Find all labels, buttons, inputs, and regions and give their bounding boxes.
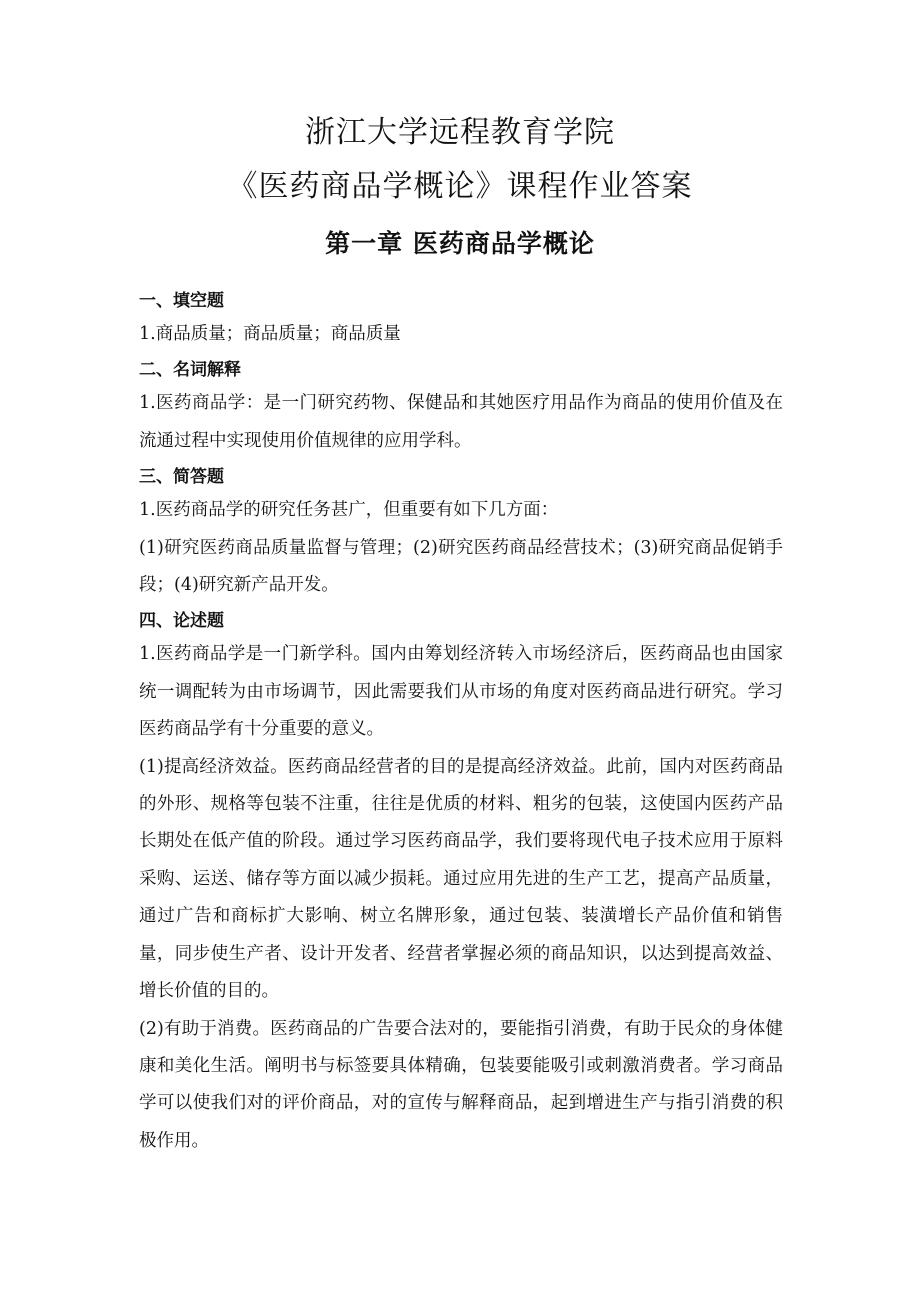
paragraph: 1.医药商品学：是一门研究药物、保健品和其她医疗用品作为商品的使用价值及在流通过程中实现使用价值规律的应用学科。 — [139, 393, 783, 451]
section-heading: 四、论述题 — [139, 611, 224, 632]
paragraph: 1.商品质量；商品质量；商品质量 — [139, 324, 401, 344]
paragraph: (1)提高经济效益。医药商品经营者的目的是提高经济效益。此前，国内对医药商品的外形、规格等包装不注重，往往是优质的材料、粗劣的包装，这使国内医药产品长期处在低产值的阶段。通过学习医药商品学，我们要将现代电子技术应用于原料采购、运送、储存等方面以减少损耗。通过应用先进的生产工艺，提高产品质量，通过广告和商标扩大影响、树立名牌形象，通过包装、装潢增长产品价值和销售量，同步使生产者、设计开发者、经营者掌握必须的商品知识，以达到提高效益、增长价值的目的。 — [139, 756, 783, 1002]
section-heading: 一、填空题 — [139, 291, 224, 311]
paragraph: 1.医药商品学的研究任务甚广，但重要有如下几方面： — [139, 500, 559, 521]
document-title-course: 《医药商品学概论》课程作业答案 — [227, 169, 693, 204]
paragraph: (2)有助于消费。医药商品的广告要合法对的，要能指引消费，有助于民众的身体健康和美化生活。阐明书与标签要具体精确，包装要能吸引或刺激消费者。学习商品学可以使我们对的评价商品，对的宣传与解释商品，起到增进生产与指引消费的积极作用。 — [139, 1018, 783, 1151]
chapter-title: 第一章 医药商品学概论 — [325, 229, 595, 258]
document-body — [139, 286, 783, 1160]
section-heading: 二、名词解释 — [139, 360, 241, 381]
section-heading: 三、简答题 — [139, 467, 224, 488]
document-title-institution: 浙江大学远程教育学院 — [305, 115, 615, 150]
paragraph: 1.医药商品学是一门新学科。国内由筹划经济转入市场经济后，医药商品也由国家统一调配转为由市场调节，因此需要我们从市场的角度对医药商品进行研究。学习医药商品学有十分重要的意义。 — [139, 644, 783, 740]
paragraph: (1)研究医药商品质量监督与管理；(2)研究医药商品经营技术；(3)研究商品促销手段；(4)研究新产品开发。 — [139, 537, 783, 596]
